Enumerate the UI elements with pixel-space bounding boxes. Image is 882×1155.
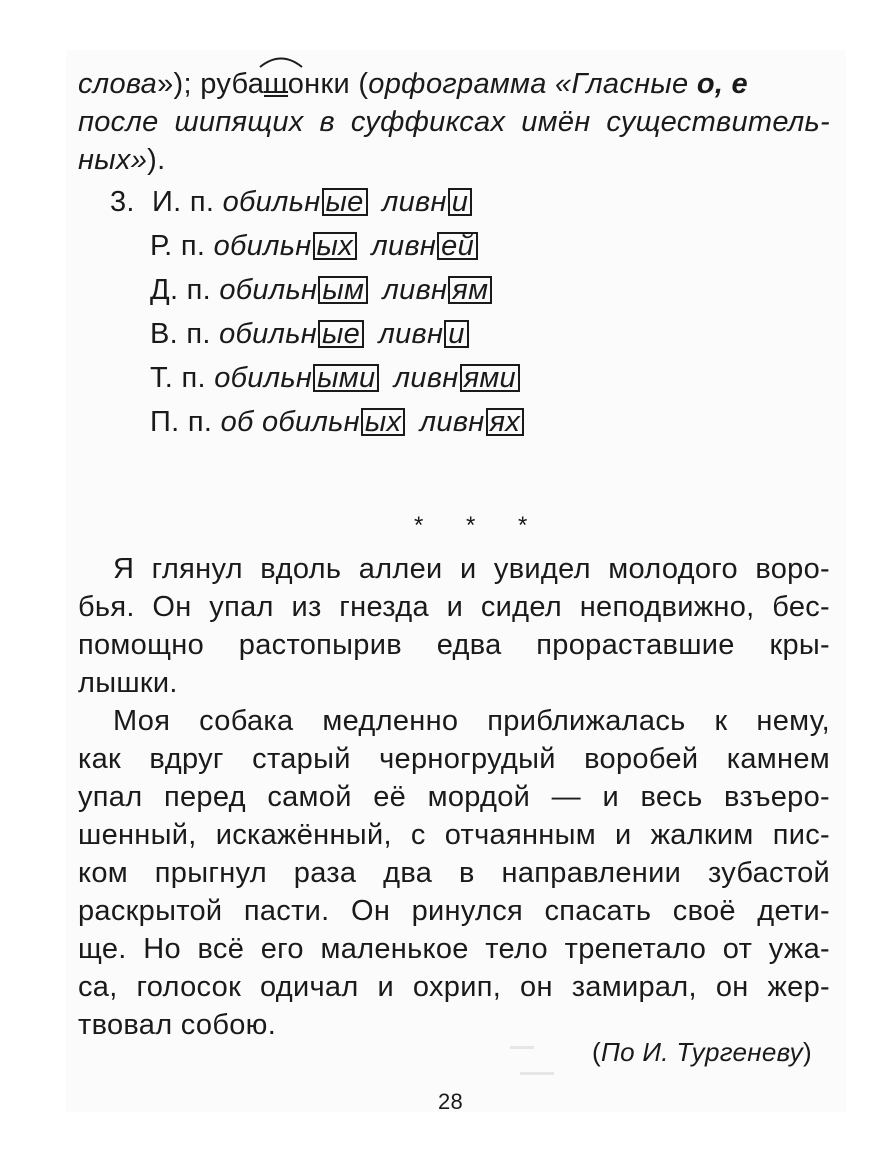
case-label: Д. п. [150, 274, 212, 306]
adjective-ending: ые [322, 188, 368, 216]
adjective-stem: обильн [261, 406, 360, 438]
noun-ending: ями [460, 364, 520, 392]
noun-ending: и [444, 320, 468, 348]
intro-line-3 [78, 142, 165, 178]
adjective-stem: обильн [222, 186, 321, 218]
adjective-ending: ыми [313, 364, 379, 392]
noun-ending: ям [448, 276, 492, 304]
scan-speck [510, 1046, 534, 1049]
declension-row [150, 360, 520, 396]
adjective-stem: обильн [214, 362, 313, 394]
p1-line-3: помощно растопырив едва прораставшие кры- [78, 629, 830, 661]
declension-row [150, 316, 469, 352]
intro-close: ). [147, 144, 166, 176]
p1-line-1: Я глянул вдоль аллеи и увидел молодого воро- [113, 553, 830, 585]
noun-stem: ливн [393, 362, 459, 394]
p1-line-4: лышки. [78, 667, 178, 699]
p2-line-9: твовал собою. [78, 1009, 277, 1041]
adjective-ending: ые [318, 320, 364, 348]
noun-stem: ливн [381, 186, 447, 218]
suffix-arc-icon [258, 54, 304, 68]
noun-stem: ливн [371, 230, 437, 262]
adjective-stem: обильн [219, 318, 318, 350]
case-label: Т. п. [150, 362, 206, 394]
attribution-author: По И. Тургеневу [600, 1037, 803, 1067]
declension-row [152, 184, 472, 220]
case-label: И. п. [152, 186, 215, 218]
case-label: В. п. [150, 318, 211, 350]
declension-row [150, 272, 492, 308]
page-number: 28 [438, 1089, 464, 1114]
double-underline [264, 91, 288, 97]
p2-line-6: раскрытой пасти. Он ринулся спасать своё дети- [78, 895, 830, 927]
p2-line-5: ком прыгнул раза два в направлении зубастой [78, 857, 830, 889]
intro-line-1 [78, 66, 830, 102]
adjective-stem: обильн [213, 230, 312, 262]
orthogram-letters: о, е [696, 68, 748, 100]
attribution-paren-close: ) [802, 1037, 812, 1067]
declension-row [150, 404, 524, 440]
scan-speck [520, 1072, 554, 1075]
suffix-letter-o: о [287, 68, 305, 100]
suffix-letter-sh: ш [264, 68, 288, 100]
noun-stem: ливн [382, 274, 448, 306]
noun-ending: и [448, 188, 472, 216]
intro-line-2: после шипящих в суффиксах имён существитель- [78, 106, 830, 138]
intro-word-nki: нки ( [304, 68, 369, 100]
p1-line-2: бья. Он упал из гнезда и сидел неподвижно, бес- [78, 591, 830, 623]
p2-line-3: упал перед самой её мордой — и весь взъеро- [78, 781, 830, 813]
declension-number: 3. [110, 186, 135, 218]
adjective-ending: ых [313, 232, 357, 260]
attribution [592, 1034, 812, 1070]
p2-line-1: Моя собака медленно приближалась к нему, [113, 705, 830, 737]
noun-stem: ливн [378, 318, 444, 350]
suffix-mark [264, 66, 304, 102]
noun-stem: ливн [419, 406, 485, 438]
adjective-ending: ым [318, 276, 368, 304]
adjective-ending: ых [361, 408, 405, 436]
intro-word-nykh: ных» [78, 144, 148, 176]
p2-line-8: са, голосок одичал и охрип, он замирал, он жер- [78, 971, 830, 1003]
noun-ending: ей [437, 232, 478, 260]
orthogram-text: орфограмма «Гласные [368, 68, 697, 100]
declension-row [150, 228, 478, 264]
p2-line-2: как вдруг старый черногрудый воробей камнем [78, 743, 830, 775]
p2-line-7: ще. Но всё его маленькое тело трепетало от ужа- [78, 933, 830, 965]
case-label: Р. п. [150, 230, 206, 262]
p2-line-4: шенный, искажённый, с отчаянным и жалким пис- [78, 819, 830, 851]
attribution-paren-open: ( [592, 1037, 601, 1067]
intro-text: »); руба [157, 68, 265, 100]
intro-word-slova: слова [78, 68, 158, 100]
adjective-stem: обильн [219, 274, 318, 306]
noun-ending: ях [486, 408, 525, 436]
preposition: об [220, 406, 262, 438]
case-label: П. п. [150, 406, 213, 438]
section-separator: * * * [414, 512, 546, 539]
